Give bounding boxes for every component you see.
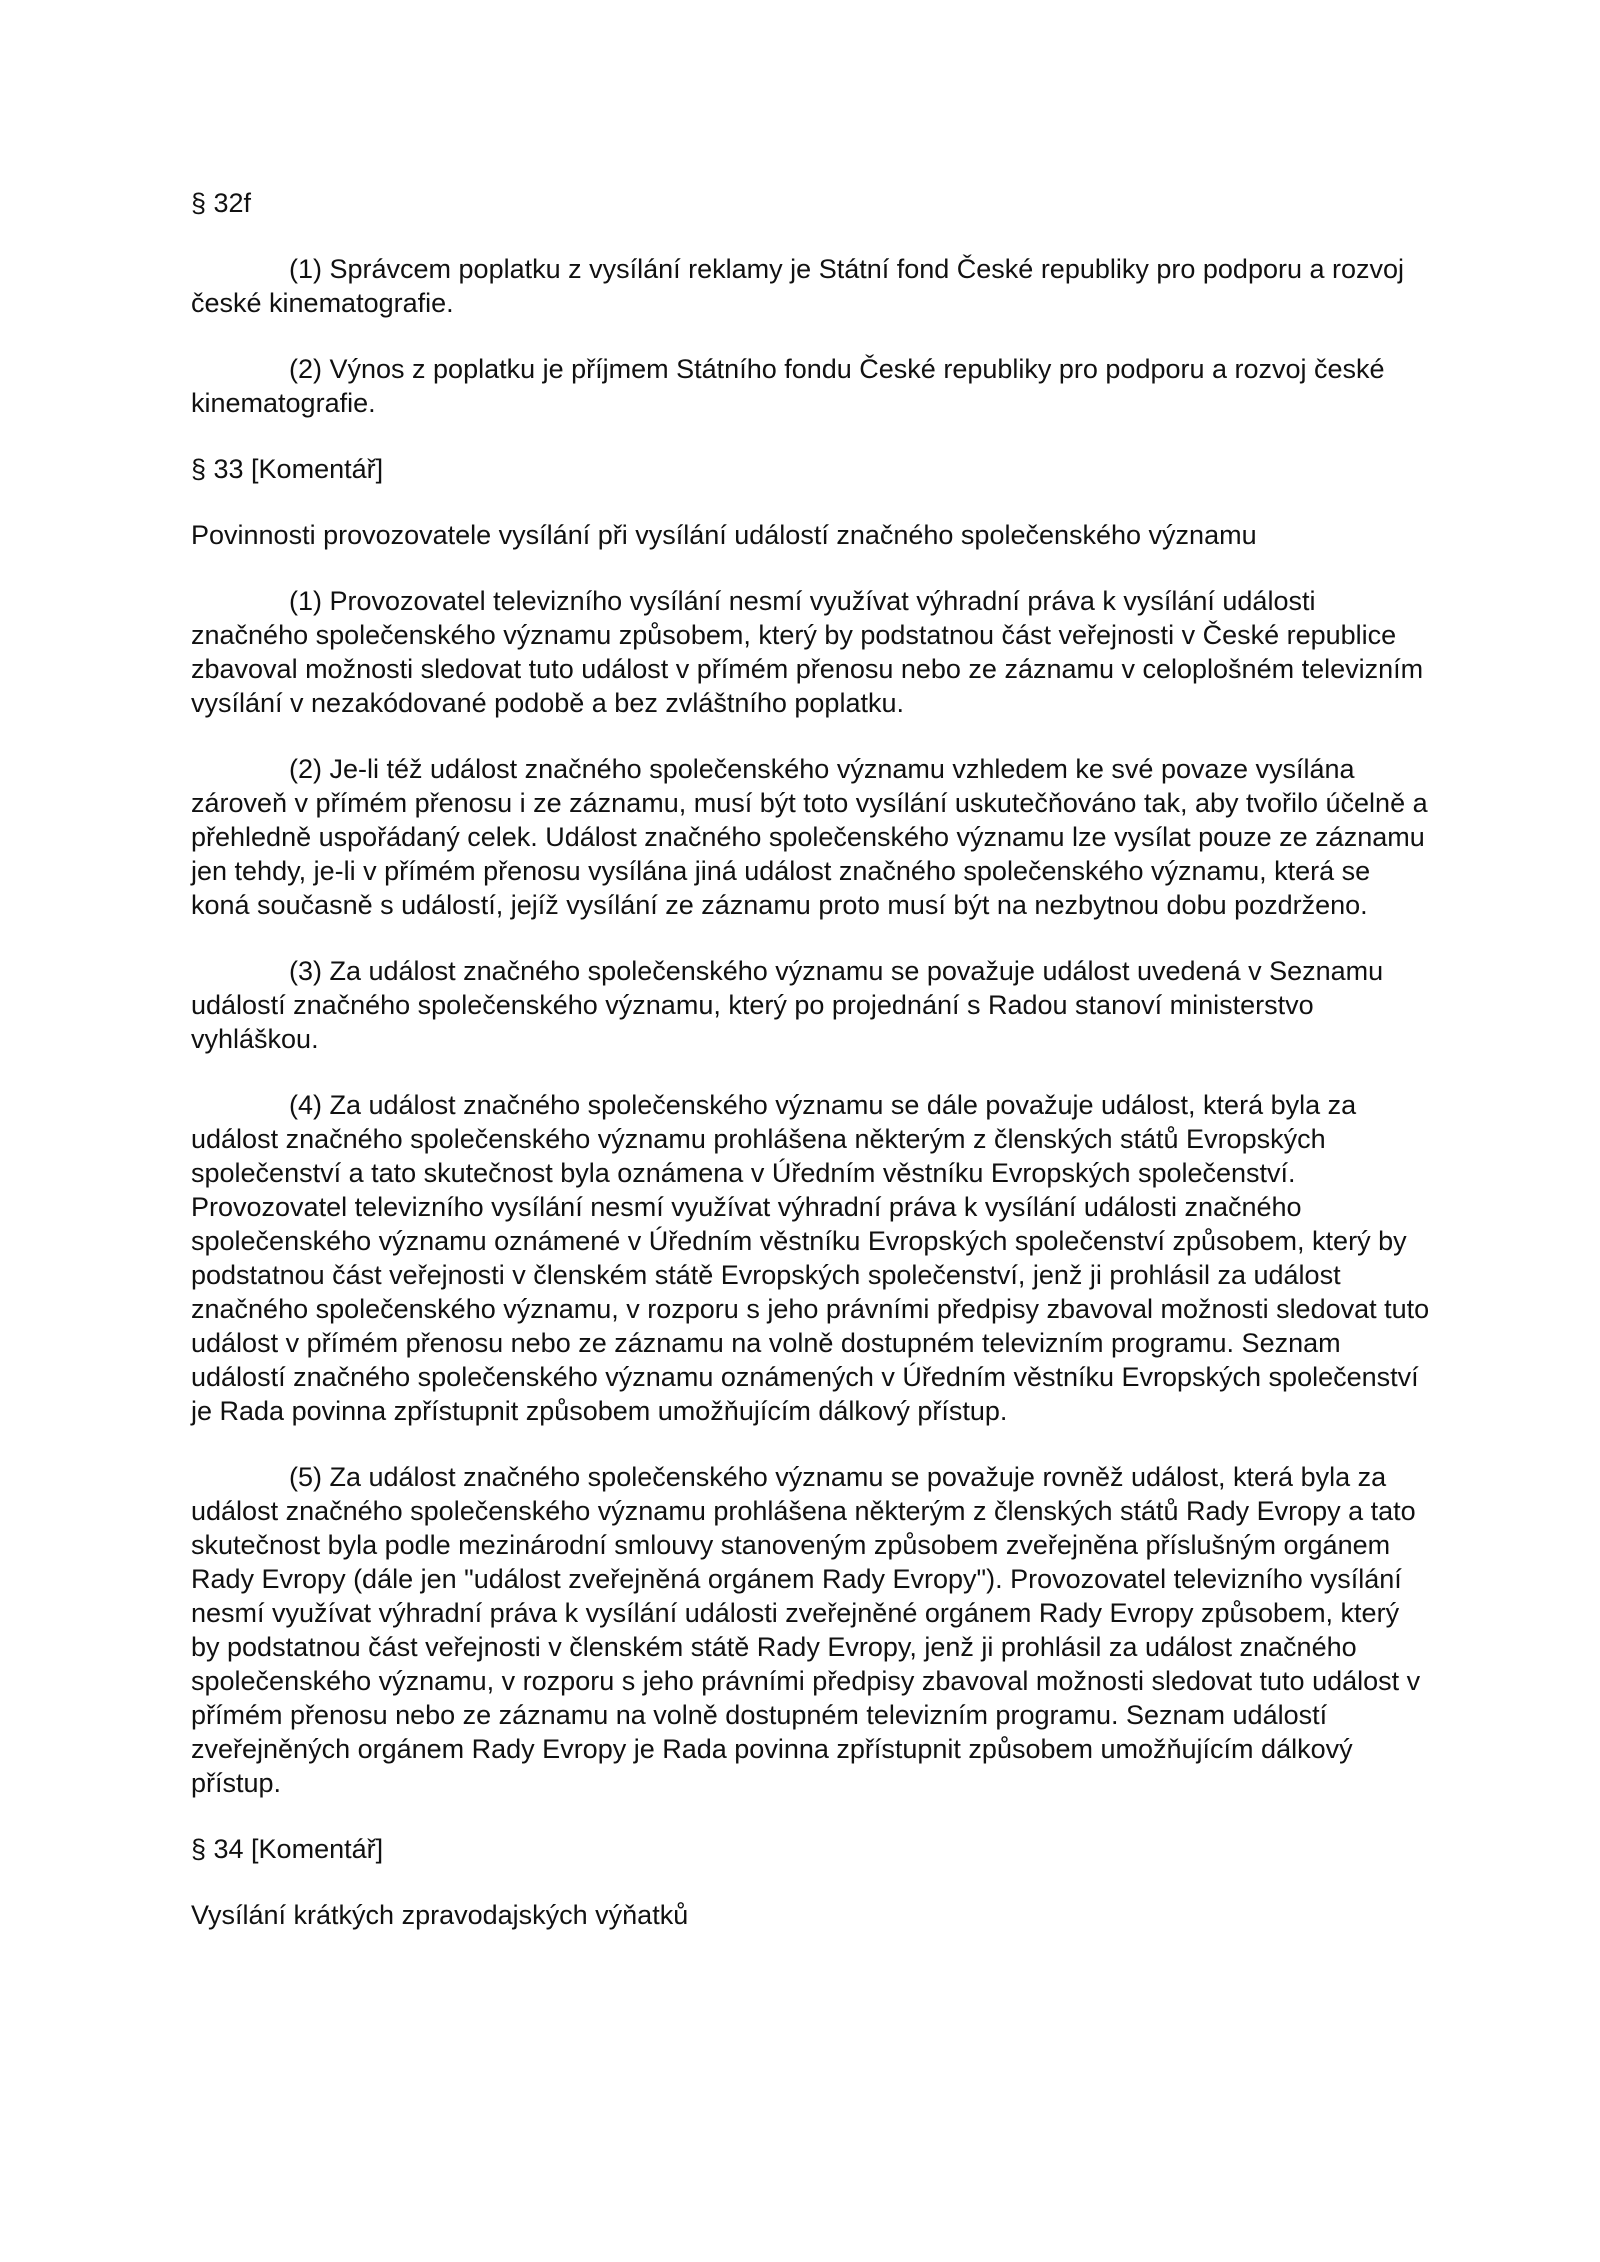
paragraph-33-5: (5) Za událost značného společenského významu se považuje rovněž událost, která byla za událost značného společenského významu prohlášena některým z členských států Rady Evropy a tato skutečnost byla podle mezinárodní smlouvy stanoveným způsobem zveřejněna příslušným orgánem Rady Evropy (dále jen "událost zveřejněná orgánem Rady Evropy"). Provozovatel televizního vysílání nesmí využívat výhradní práva k vysílání události zveřejněné orgánem Rady Evropy způsobem, který by podstatnou část veřejnosti v členském státě Rady Evropy, jenž ji prohlásil za událost značného společenského významu, v rozporu s jeho právními předpisy zbavoval možnosti sledovat tuto událost v přímém přenosu nebo ze záznamu na volně dostupném televizním programu. Seznam událostí zveřejněných orgánem Rady Evropy je Rada povinna zpřístupnit způsobem umožňujícím dálkový přístup. xyxy=(191,1462,1421,1798)
section-heading-34: § 34 [Komentář] xyxy=(191,1834,384,1864)
document-content xyxy=(191,186,1431,1932)
paragraph-33-4: (4) Za událost značného společenského významu se dále považuje událost, která byla za událost značného společenského významu prohlášena některým z členských států Evropských společenství a tato skutečnost byla oznámena v Úředním věstníku Evropských společenství. Provozovatel televizního vysílání nesmí využívat výhradní práva k vysílání události značného společenského významu oznámené v Úředním věstníku Evropských společenství způsobem, který by podstatnou část veřejnosti v členském státě Evropských společenství, jenž ji prohlásil za událost značného společenského významu, v rozporu s jeho právními předpisy zbavoval možnosti sledovat tuto událost v přímém přenosu nebo ze záznamu na volně dostupném televizním programu. Seznam událostí značného společenského významu oznámených v Úředním věstníku Evropských společenství je Rada povinna zpřístupnit způsobem umožňujícím dálkový přístup. xyxy=(191,1090,1430,1426)
paragraph-32f-2: (2) Výnos z poplatku je příjmem Státního fondu České republiky pro podporu a rozvoj české kinematografie. xyxy=(191,354,1385,418)
section-heading-32f: § 32f xyxy=(191,188,252,218)
paragraph-33-1: (1) Provozovatel televizního vysílání nesmí využívat výhradní práva k vysílání události značného společenského významu způsobem, který by podstatnou část veřejnosti v České republice zbavoval možnosti sledovat tuto událost v přímém přenosu nebo ze záznamu v celoplošném televizním vysílání v nezakódované podobě a bez zvláštního poplatku. xyxy=(191,586,1424,718)
section-title-34: Vysílání krátkých zpravodajských výňatků xyxy=(191,1900,689,1930)
section-title-33: Povinnosti provozovatele vysílání při vysílání událostí značného společenského významu xyxy=(191,520,1257,550)
paragraph-33-2: (2) Je-li též událost značného společenského významu vzhledem ke své povaze vysílána zároveň v přímém přenosu i ze záznamu, musí být toto vysílání uskutečňováno tak, aby tvořilo účelně a přehledně uspořádaný celek. Událost značného společenského významu lze vysílat pouze ze záznamu jen tehdy, je-li v přímém přenosu vysílána jiná událost značného společenského významu, která se koná současně s událostí, jejíž vysílání ze záznamu proto musí být na nezbytnou dobu pozdrženo. xyxy=(191,754,1428,920)
section-heading-33: § 33 [Komentář] xyxy=(191,454,384,484)
paragraph-33-3: (3) Za událost značného společenského významu se považuje událost uvedená v Seznamu událostí značného společenského významu, který po projednání s Radou stanoví ministerstvo vyhláškou. xyxy=(191,956,1384,1054)
paragraph-32f-1: (1) Správcem poplatku z vysílání reklamy je Státní fond České republiky pro podporu a rozvoj české kinematografie. xyxy=(191,254,1405,318)
